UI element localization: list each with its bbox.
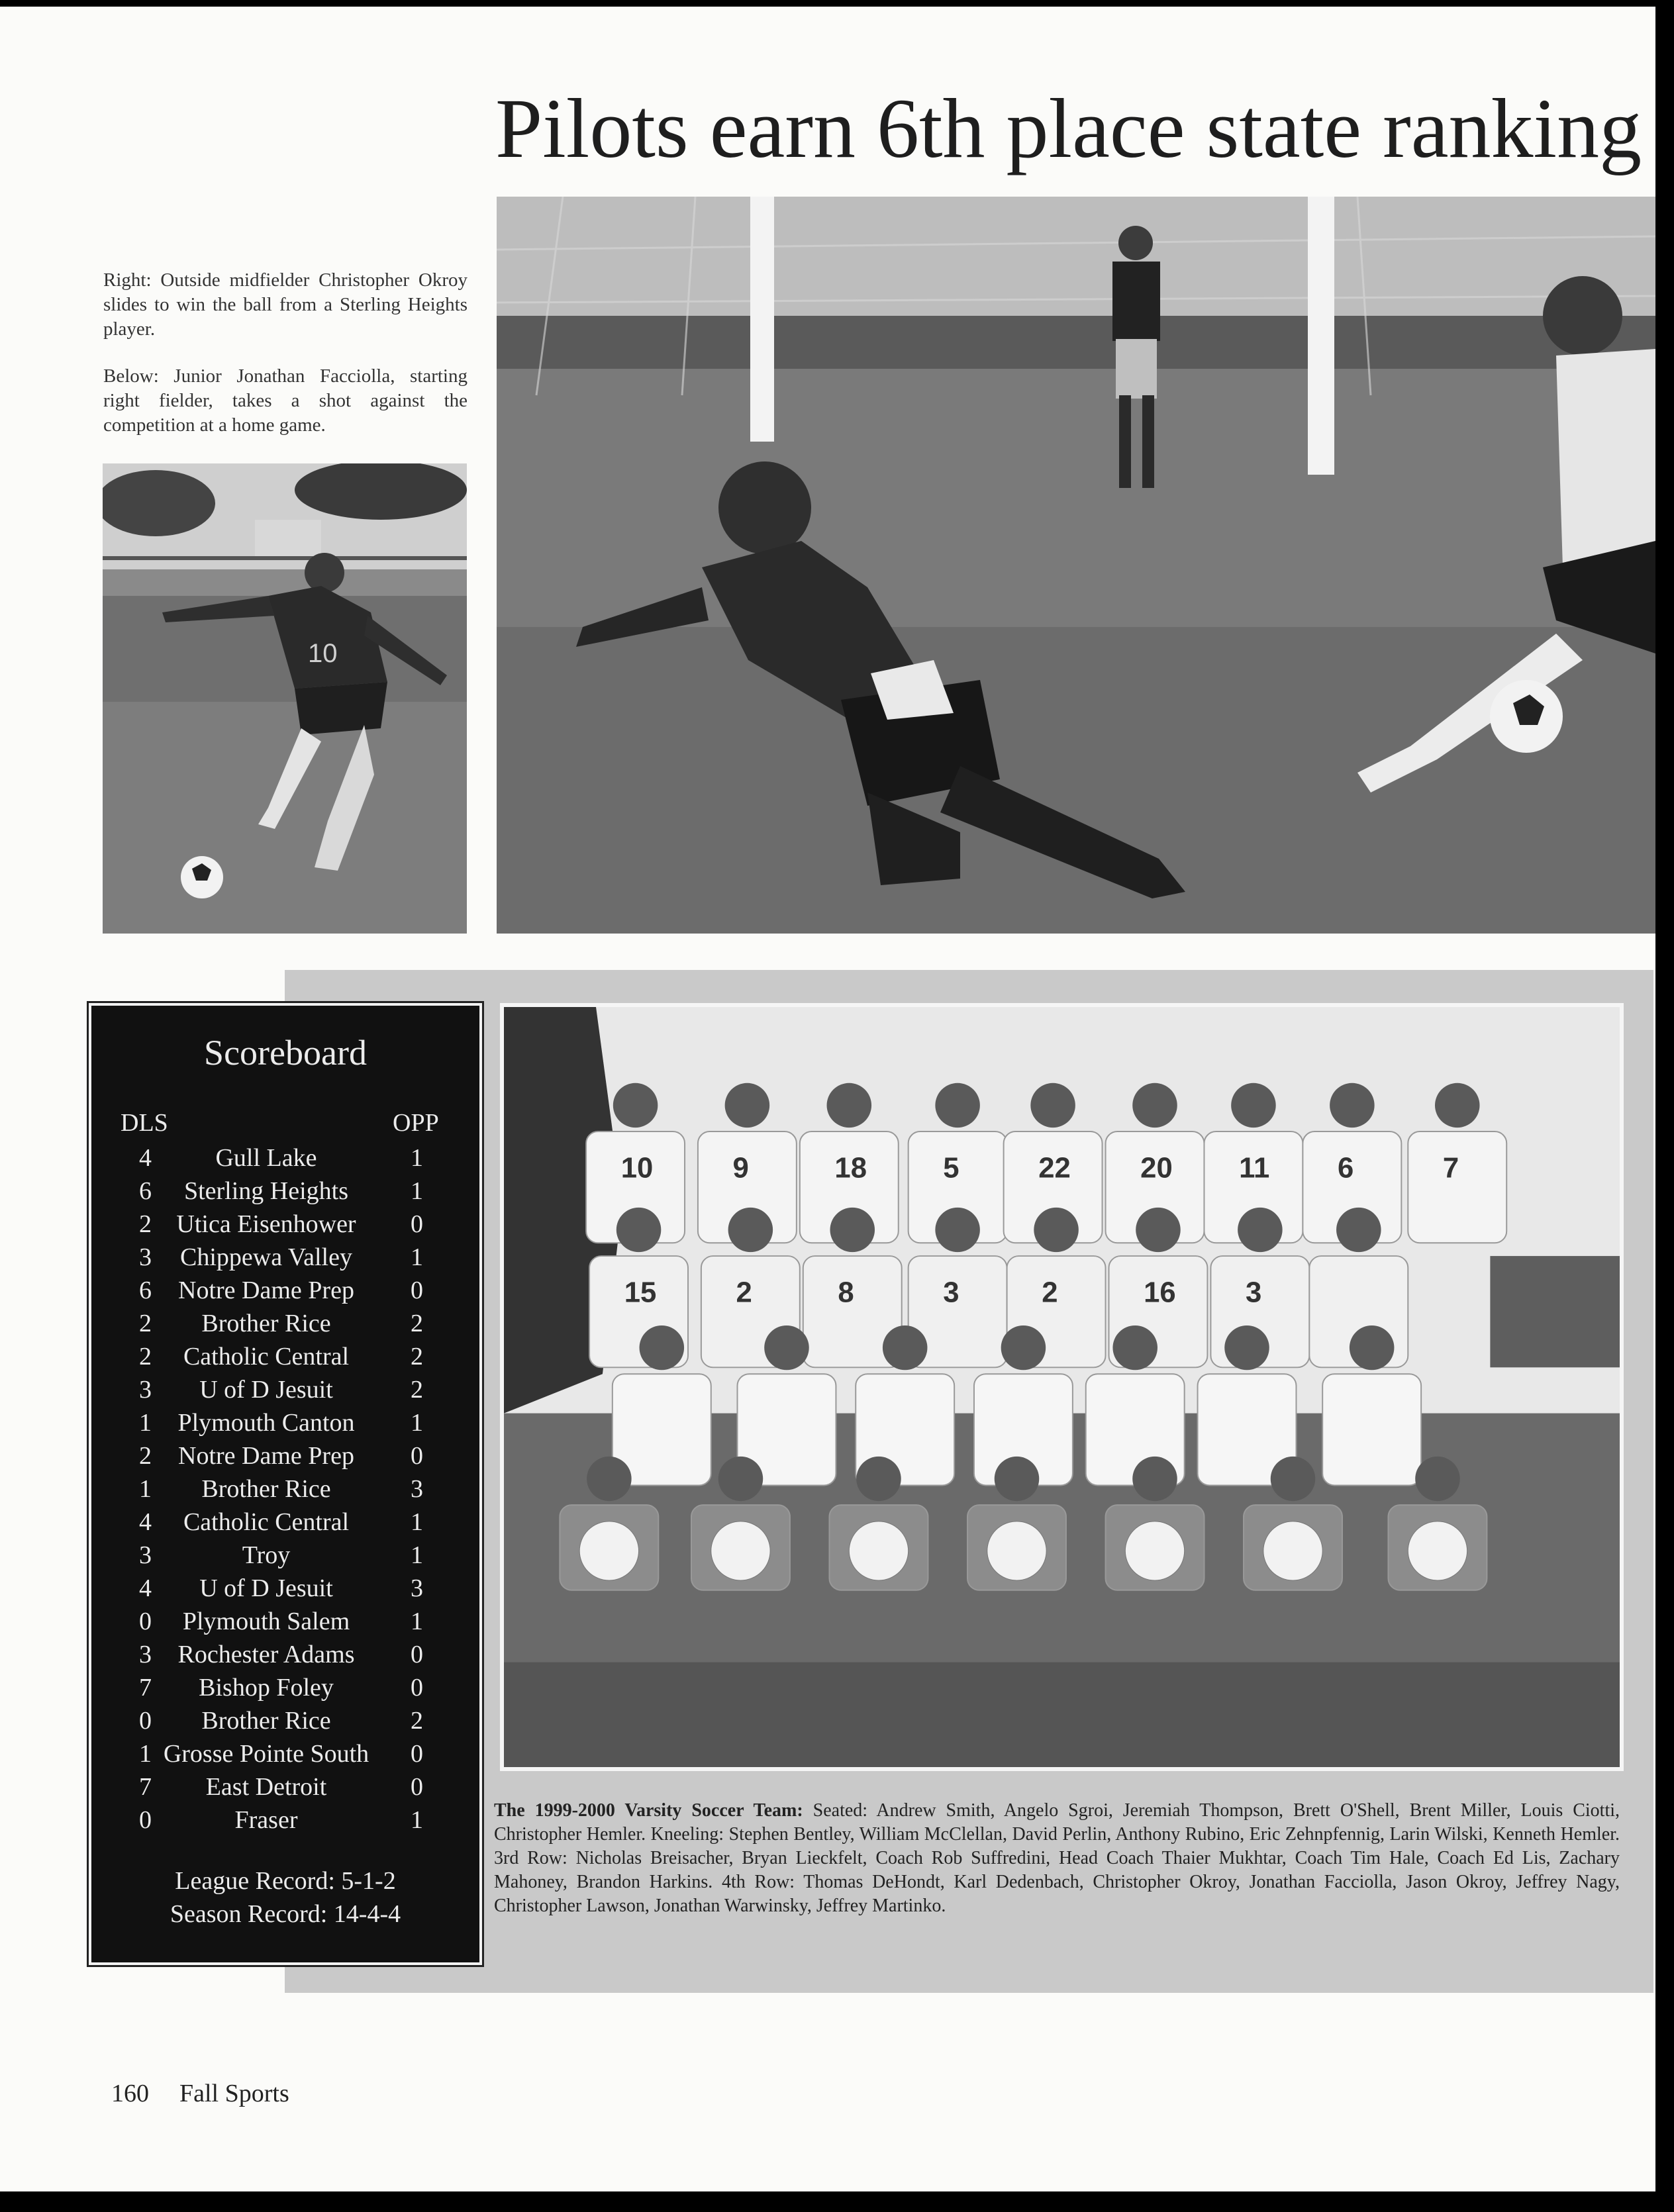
jersey-number: 10: [620, 1152, 654, 1184]
jersey-number: 3: [943, 1276, 960, 1309]
opp-score: 0: [411, 1276, 423, 1304]
opponent-name: Plymouth Salem: [182, 1608, 350, 1635]
scoreboard-row: [91, 1241, 479, 1274]
scoreboard-row: [91, 1141, 479, 1175]
opponent-name: U of D Jesuit: [199, 1376, 333, 1404]
jersey-number: 16: [1144, 1276, 1176, 1309]
jersey-number: 2: [1042, 1276, 1058, 1309]
opponent-name: Gull Lake: [215, 1144, 317, 1172]
dls-score: 4: [139, 1508, 152, 1536]
opp-score: 1: [411, 1177, 423, 1205]
dls-score: 0: [139, 1806, 152, 1834]
scoreboard-col-opp: OPP: [393, 1109, 439, 1137]
jersey-number: 2: [736, 1276, 752, 1309]
opponent-name: Brother Rice: [201, 1707, 331, 1735]
opp-score: 3: [411, 1574, 423, 1602]
photo-shot-on-goal: [103, 463, 467, 934]
photo-varsity-team: [500, 1003, 1624, 1771]
scoreboard-title: Scoreboard: [204, 1033, 367, 1073]
opponent-name: U of D Jesuit: [199, 1574, 333, 1602]
opponent-name: Brother Rice: [201, 1475, 331, 1503]
scoreboard: [89, 1003, 482, 1965]
scoreboard-row: [91, 1175, 479, 1208]
dls-score: 3: [139, 1243, 152, 1271]
opponent-name: Plymouth Canton: [177, 1409, 355, 1437]
scoreboard-row: [91, 1472, 479, 1506]
dls-score: 2: [139, 1210, 152, 1238]
opp-score: 3: [411, 1475, 423, 1503]
scoreboard-rows: [91, 1141, 479, 1837]
dls-score: 6: [139, 1177, 152, 1205]
opponent-name: Notre Dame Prep: [178, 1276, 354, 1304]
scoreboard-row: [91, 1506, 479, 1539]
opp-score: 0: [411, 1674, 423, 1702]
scoreboard-row: [91, 1671, 479, 1704]
scoreboard-row: [91, 1803, 479, 1837]
opp-score: 0: [411, 1773, 423, 1801]
dls-score: 4: [139, 1144, 152, 1172]
scoreboard-row: [91, 1638, 479, 1671]
opp-score: 1: [411, 1243, 423, 1271]
jersey-number: 18: [834, 1152, 867, 1184]
kick-jersey-number: 10: [308, 639, 338, 668]
jersey-number: 3: [1246, 1276, 1262, 1309]
dls-score: 2: [139, 1343, 152, 1370]
jersey-number: 15: [624, 1276, 657, 1309]
opponent-name: Brother Rice: [201, 1310, 331, 1337]
jersey-number: 11: [1239, 1152, 1270, 1184]
jersey-number: 7: [1442, 1152, 1459, 1184]
dls-score: 1: [139, 1409, 152, 1437]
opponent-name: Utica Eisenhower: [176, 1210, 356, 1238]
scoreboard-row: [91, 1307, 479, 1340]
scoreboard-row: [91, 1539, 479, 1572]
jersey-number: 8: [838, 1276, 854, 1309]
team-caption-lead: The 1999-2000 Varsity Soccer Team:: [494, 1800, 803, 1821]
caption-right: Right: Outside midfielder Christopher Okroy slides to win the ball from a Sterling Heights player.: [103, 269, 468, 340]
scoreboard-row: [91, 1340, 479, 1373]
dls-score: 3: [139, 1641, 152, 1668]
dls-score: 7: [139, 1773, 152, 1801]
jersey-number: 20: [1140, 1152, 1173, 1184]
opponent-name: Fraser: [234, 1806, 298, 1834]
opponent-name: East Detroit: [205, 1773, 327, 1801]
opp-score: 1: [411, 1508, 423, 1536]
opp-score: 0: [411, 1442, 423, 1470]
dls-score: 1: [139, 1740, 152, 1768]
scoreboard-row: [91, 1572, 479, 1605]
scoreboard-row: [91, 1737, 479, 1770]
scoreboard-row: [91, 1406, 479, 1439]
opp-score: 0: [411, 1210, 423, 1238]
opp-score: 1: [411, 1409, 423, 1437]
season-record: Season Record: 14-4-4: [170, 1900, 401, 1928]
opponent-name: Notre Dame Prep: [178, 1442, 354, 1470]
scoreboard-row: [91, 1704, 479, 1737]
section-name: Fall Sports: [179, 2080, 289, 2107]
dls-score: 2: [139, 1310, 152, 1337]
opponent-name: Rochester Adams: [177, 1641, 355, 1668]
caption-below: Below: Junior Jonathan Facciolla, starting right fielder, takes a shot against the competition at a home game.: [103, 365, 468, 436]
league-record: League Record: 5-1-2: [175, 1867, 396, 1895]
page-number: 160: [111, 2080, 149, 2107]
opp-score: 1: [411, 1541, 423, 1569]
jersey-number: 9: [732, 1152, 749, 1184]
opp-score: 0: [411, 1641, 423, 1668]
opp-score: 1: [411, 1144, 423, 1172]
scoreboard-row: [91, 1439, 479, 1472]
opp-score: 1: [411, 1608, 423, 1635]
opp-score: 0: [411, 1740, 423, 1768]
dls-score: 6: [139, 1276, 152, 1304]
opponent-name: Catholic Central: [183, 1508, 350, 1536]
opp-score: 2: [411, 1343, 423, 1370]
scoreboard-row: [91, 1373, 479, 1406]
team-caption-body: Seated: Andrew Smith, Angelo Sgroi, Jeremiah Thompson, Brett O'Shell, Brent Miller, Louis Ciotti, Christopher Hemler. Kneeling: Stephen Bentley, William McClellan, David Perlin, Anthony Rubino, Eric Zehnpfennig, Larin Wilski, Kenneth Hemler. 3rd Row: Nicholas Breisacher, Bryan Lieckfelt, Coach Rob Suffredini, Head Coach Thaier Mukhtar, Coach Tim Hale, Coach Ed Lis, Zachary Mahoney, Brandon Harkins. 4th Row: Thomas DeHondt, Karl Dedenbach, Christopher Okroy, Jonathan Facciolla, Jason Okroy, Jeffrey Nagy, Christopher Lawson, Jonathan Warwinsky, Jeffrey Martinko.: [494, 1800, 1620, 1916]
opp-score: 2: [411, 1707, 423, 1735]
scoreboard-col-us: DLS: [121, 1109, 168, 1137]
scoreboard-row: [91, 1208, 479, 1241]
opp-score: 2: [411, 1376, 423, 1404]
jersey-number: 5: [943, 1152, 960, 1184]
dls-score: 2: [139, 1442, 152, 1470]
dls-score: 1: [139, 1475, 152, 1503]
jersey-number: 6: [1338, 1152, 1354, 1184]
opponent-name: Chippewa Valley: [180, 1243, 352, 1271]
opponent-name: Troy: [242, 1541, 291, 1569]
opp-score: 1: [411, 1806, 423, 1834]
opponent-name: Grosse Pointe South: [163, 1740, 369, 1768]
photo-slide-tackle: [497, 197, 1655, 934]
yearbook-page: [0, 7, 1655, 2191]
team-caption: [494, 1799, 1620, 1918]
dls-score: 0: [139, 1608, 152, 1635]
scoreboard-row: [91, 1274, 479, 1307]
page-footer: [111, 2079, 320, 2108]
scoreboard-row: [91, 1605, 479, 1638]
opponent-name: Catholic Central: [183, 1343, 350, 1370]
opponent-name: Sterling Heights: [183, 1177, 349, 1205]
opp-score: 2: [411, 1310, 423, 1337]
dls-score: 4: [139, 1574, 152, 1602]
page-headline: Pilots earn 6th place state ranking: [495, 81, 1642, 175]
opponent-name: Bishop Foley: [199, 1674, 334, 1702]
dls-score: 0: [139, 1707, 152, 1735]
dls-score: 3: [139, 1541, 152, 1569]
dls-score: 3: [139, 1376, 152, 1404]
scoreboard-row: [91, 1770, 479, 1803]
dls-score: 7: [139, 1674, 152, 1702]
jersey-number: 22: [1038, 1152, 1071, 1184]
